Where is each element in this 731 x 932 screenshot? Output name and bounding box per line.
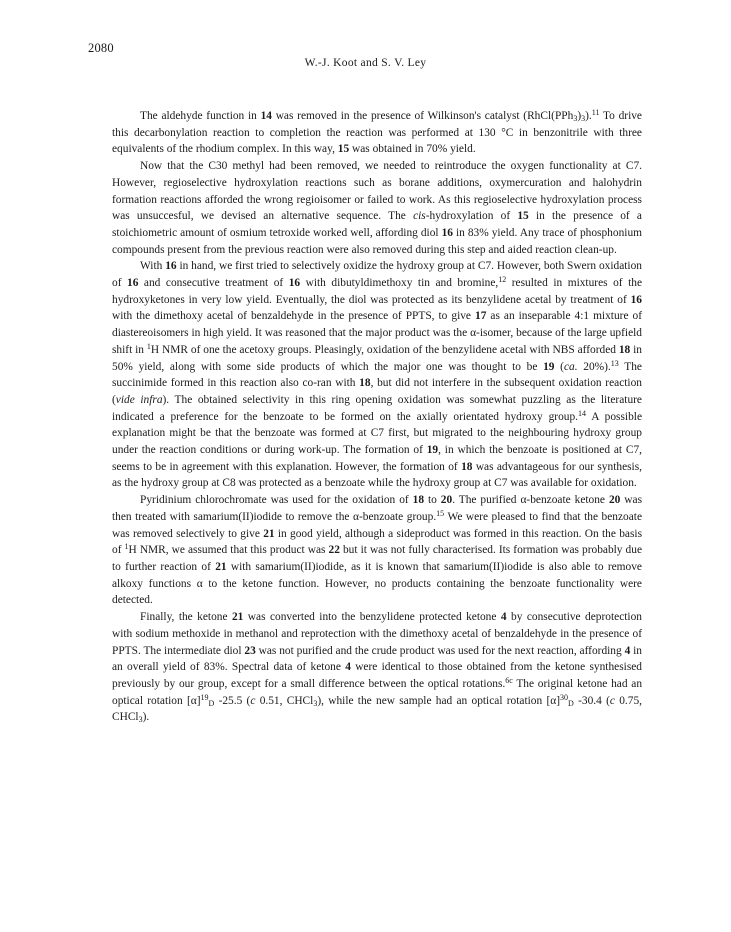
text-run: H NMR of one the acetoxy groups. Pleasingly, oxidation of the benzylidene acetal with NBS afforded <box>150 343 619 356</box>
paragraph-decarbonylation <box>112 108 642 158</box>
text-run: was advantageous for our synthesis, as the hydroxy group at C8 was protected as a benzoate while the hydroxy group at C7 was available for oxidation. <box>112 460 642 490</box>
text-run: With <box>140 260 166 273</box>
text-run: The aldehyde function in <box>140 110 261 122</box>
compound-number: 21 <box>263 527 275 540</box>
compound-number: 18 <box>359 377 371 390</box>
text-run: with dibutyldimethoxy tin and bromine, <box>300 277 499 290</box>
subscript: D <box>208 698 215 708</box>
text-run: ). <box>585 110 592 122</box>
compound-number: 16 <box>288 277 301 290</box>
text-run: -hydroxylation of <box>425 210 518 223</box>
text-run: We were pleased to find that the benzoate was removed selectively to give <box>112 510 642 540</box>
text-run: was obtained in 70% yield. <box>349 143 476 156</box>
text-run: , but did not interfere in the subsequent oxidation reaction ( <box>112 377 642 406</box>
compound-number: 19 <box>543 360 555 373</box>
text-run: A possible explanation might be that the benzoate was formed at C7 first, but migrated to the neighbouring hydroxy group under the reaction conditions or during work-up. The formation of <box>112 410 642 457</box>
text-run: and consecutive treatment of <box>138 277 289 290</box>
paragraph-benzylidene-oxidation <box>112 258 642 492</box>
paragraph-hydroxylation <box>112 158 642 258</box>
compound-number: 18 <box>461 460 473 473</box>
paragraph-ketone-4 <box>112 609 642 726</box>
text-run: The succinimide formed in this reaction also co-ran with <box>112 360 642 390</box>
superscript: 13 <box>610 358 619 368</box>
italic-text: c <box>250 694 256 707</box>
text-run: -30.4 ( <box>573 694 610 707</box>
italic-text: c <box>609 694 615 707</box>
subscript: 3 <box>138 715 143 725</box>
text-run: To drive this decarbonylation reaction to completion the reaction was performed at 130 °C in benzonitrile with three equivalents of the rhodium complex. In this way, <box>112 110 642 156</box>
text-run: 0.51, CHCl <box>255 694 314 707</box>
text-run: was then treated with samarium(II)iodide to remove the α-benzoate group. <box>112 494 643 523</box>
superscript: 15 <box>436 508 445 518</box>
superscript: 30 <box>560 692 569 702</box>
italic-text: vide infra <box>115 393 163 406</box>
text-run: Pyridinium chlorochromate was used for the oxidation of <box>140 494 413 507</box>
text-run: ). The obtained selectivity in this ring opening oxidation was somewhat puzzling as the literature indicated a preference for the benzoate to be formed on the axially orientated hydroxy group. <box>112 393 642 423</box>
text-run: with the dimethoxy acetal of benzaldehyde in the presence of PPTS, to give <box>112 310 475 323</box>
compound-number: 17 <box>475 310 487 323</box>
superscript: 6c <box>505 675 513 685</box>
paragraph-samarium-iodide <box>112 492 642 609</box>
text-run: in good yield, although a sideproduct was formed in this reaction. On the basis of <box>112 527 643 557</box>
text-run: The original ketone had an optical rotation [α] <box>112 677 643 707</box>
superscript: 11 <box>591 108 600 117</box>
superscript: 1 <box>146 341 151 351</box>
compound-number: 21 <box>215 560 227 573</box>
text-run: Now that the C30 methyl had been removed, we needed to reintroduce the oxygen functionality at C7. However, regioselective hydroxylation reactions such as borane additions, oxymercuration and halohydrin formation reactions afforded the wrong regioisomer or failed to work. As this regioselective hydroxylation process was unsuccesful, we devised an alternative sequence. The <box>112 160 642 223</box>
compound-number: 21 <box>231 611 244 624</box>
compound-number: 18 <box>618 343 631 356</box>
subscript: 3 <box>313 698 318 708</box>
text-run: by consecutive deprotection with sodium methoxide in methanol and reprotection with the dimethoxy acetal of benzaldehyde in the presence of PPTS. The intermediate diol <box>112 611 642 657</box>
compound-number: 14 <box>260 110 272 122</box>
text-run: resulted in mixtures of the hydroxyketones in very low yield. Eventually, the diol was protected as its benzylidene acetal by treatment of <box>112 277 643 306</box>
compound-number: 15 <box>337 143 350 156</box>
text-run: . The purified α-benzoate ketone <box>452 494 609 507</box>
text-run: -25.5 ( <box>214 694 251 707</box>
text-run: was removed in the presence of Wilkinson's catalyst (RhCl(PPh <box>271 110 574 122</box>
compound-number: 4 <box>500 611 507 624</box>
compound-number: 4 <box>624 644 631 657</box>
text-run: with samarium(II)iodide, as it is known that samarium(II)iodide is also able to remove alkoxy functions α to the ketone function. However, no products containing the benzoate functionality were detected. <box>112 560 642 607</box>
compound-number: 19 <box>426 444 439 457</box>
text-run: was converted into the benzylidene protected ketone <box>243 611 501 624</box>
text-run: was not purified and the crude product was used for the next reaction, affording <box>255 644 625 657</box>
text-run: in 83% yield. Any trace of phosphonium compounds present from the previous reaction were also removed during this step and aided reaction clean-up. <box>112 226 642 256</box>
text-run: as an inseparable 4:1 mixture of diastereoisomers in high yield. It was reasoned that the major product was the α-isomer, because of the large upfield shift in <box>112 310 642 356</box>
page-number: 2080 <box>88 41 114 55</box>
text-run: were identical to those obtained from the ketone synthesised previously by our group, except for a small difference between the optical rotations. <box>112 661 643 690</box>
compound-number: 16 <box>165 260 177 273</box>
compound-number: 16 <box>630 293 642 306</box>
superscript: 14 <box>578 408 587 418</box>
text-run: in 50% yield, along with some side products of which the major one was thought to be <box>112 343 642 373</box>
compound-number: 16 <box>441 226 453 239</box>
text-run: Finally, the ketone <box>140 611 232 624</box>
text-run: , in which the benzoate is positioned at C7, seems to be in agreement with this explanation. However, the formation of <box>112 444 643 473</box>
subscript: 3 <box>581 114 586 123</box>
superscript: 12 <box>498 275 507 285</box>
text-run: in the presence of a stoichiometric amount of osmium tetroxide worked well, affording diol <box>112 210 642 239</box>
subscript: 3 <box>573 114 578 123</box>
compound-number: 15 <box>517 210 529 223</box>
italic-text: ca. <box>563 360 578 373</box>
text-run: 20%). <box>577 360 611 373</box>
text-run: H NMR, we assumed that this product was <box>128 544 329 557</box>
compound-number: 22 <box>328 544 340 557</box>
compound-number: 16 <box>127 277 139 290</box>
text-run: in hand, we first tried to selectively oxidize the hydroxy group at C7. However, both Swern oxidation of <box>112 260 642 290</box>
compound-number: 4 <box>345 661 351 674</box>
text-run: to <box>424 494 441 507</box>
text-run: in an overall yield of 83%. Spectral data of ketone <box>112 644 642 674</box>
superscript: 19 <box>200 692 209 702</box>
italic-text: cis <box>413 210 426 223</box>
compound-number: 20 <box>608 494 621 507</box>
body-text <box>112 108 642 726</box>
running-head: W.-J. Koot and S. V. Ley <box>304 57 427 69</box>
text-run: ), while the new sample had an optical rotation [α] <box>317 694 561 707</box>
subscript: D <box>568 698 574 708</box>
text-run: ). <box>142 711 150 724</box>
superscript: 1 <box>124 542 129 552</box>
compound-number: 20 <box>440 494 453 507</box>
compound-number: 18 <box>412 494 425 507</box>
text-run: ( <box>554 360 564 373</box>
text-run: but it was not fully characterised. Its formation was probably due to further reaction of <box>112 544 643 573</box>
text-run: ) <box>577 110 582 122</box>
compound-number: 23 <box>244 644 256 657</box>
text-run: 0.75, CHCl <box>112 694 642 724</box>
